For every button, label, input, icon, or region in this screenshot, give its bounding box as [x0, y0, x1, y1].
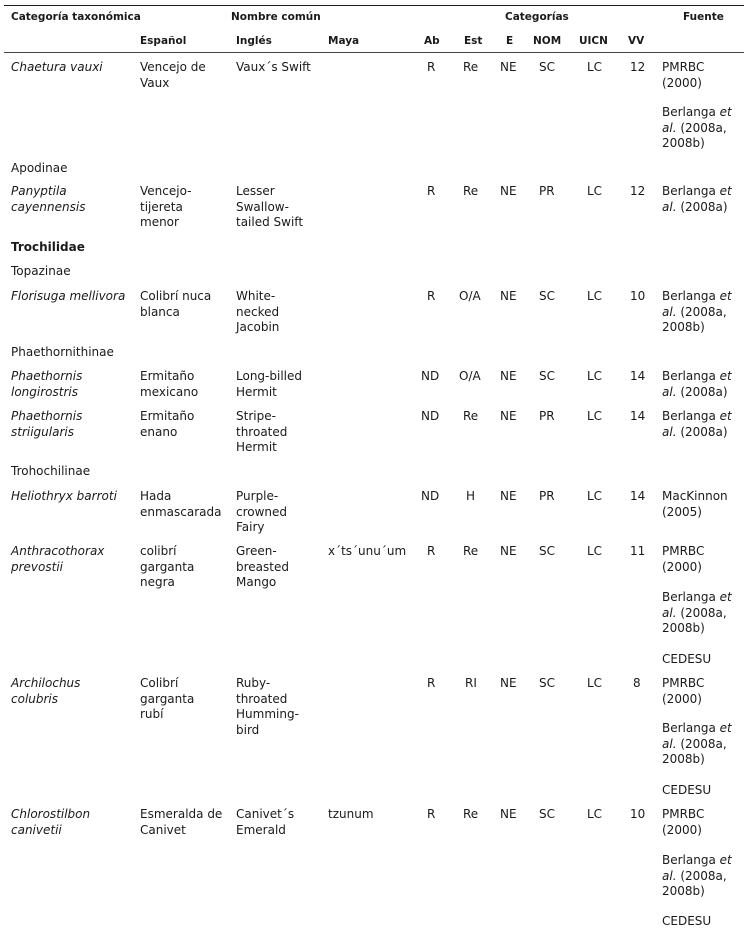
spanish-name: Hada enmascarada: [140, 489, 222, 519]
status: Re: [463, 60, 479, 74]
subfamily-label: Apodinae: [11, 161, 68, 175]
source: PMRBC (2000): [662, 676, 705, 706]
source: Berlanga et al. (2008a): [662, 184, 732, 214]
english-name: White-necked Jacobin: [236, 289, 280, 334]
uicn-category: LC: [587, 544, 603, 558]
maya-name: x´ts´unu´um: [328, 544, 407, 558]
abundance: R: [427, 676, 436, 690]
english-name: Green-breasted Mango: [236, 544, 289, 589]
nom-category: SC: [539, 807, 555, 821]
subfamily-label: Topazinae: [11, 264, 71, 278]
header-uicn: UICN: [579, 35, 608, 47]
vv-value: 14: [630, 489, 646, 503]
vv-value: 14: [630, 369, 646, 383]
source: MacKinnon (2005): [662, 489, 728, 519]
english-name: Stripe-throated Hermit: [236, 409, 288, 454]
status: Re: [463, 409, 479, 423]
source: PMRBC (2000): [662, 807, 705, 837]
nom-category: PR: [539, 184, 555, 198]
vv-value: 10: [630, 289, 646, 303]
uicn-category: LC: [587, 60, 603, 74]
header-vv: VV: [628, 35, 645, 47]
taxon-name: Anthracothorax prevostii: [11, 544, 105, 574]
endemic: NE: [500, 489, 517, 503]
nom-category: SC: [539, 369, 555, 383]
abundance: R: [427, 807, 436, 821]
maya-name: tzunum: [328, 807, 374, 821]
source: CEDESU: [662, 652, 712, 666]
vv-value: 12: [630, 60, 646, 74]
header-spanish: Español: [140, 35, 187, 47]
abundance: R: [427, 184, 436, 198]
spanish-name: Ermitaño enano: [140, 409, 195, 439]
source: CEDESU: [662, 783, 712, 797]
header-e: E: [506, 35, 514, 47]
uicn-category: LC: [587, 184, 603, 198]
source: PMRBC (2000): [662, 60, 705, 90]
subfamily-label: Phaethornithinae: [11, 345, 114, 359]
vv-value: 11: [630, 544, 646, 558]
endemic: NE: [500, 369, 517, 383]
nom-category: SC: [539, 289, 555, 303]
taxon-name: Heliothryx barroti: [11, 489, 117, 503]
taxon-name: Phaethornis striigularis: [11, 409, 83, 439]
abundance: R: [427, 289, 436, 303]
endemic: NE: [500, 544, 517, 558]
header-source: Fuente: [683, 11, 724, 23]
abundance: ND: [421, 489, 440, 503]
endemic: NE: [500, 60, 517, 74]
nom-category: PR: [539, 489, 555, 503]
nom-category: SC: [539, 544, 555, 558]
abundance: R: [427, 544, 436, 558]
source: Berlanga et al. (2008a, 2008b): [662, 721, 732, 766]
taxon-name: Phaethornis longirostris: [11, 369, 83, 399]
abundance: ND: [421, 409, 440, 423]
status: O/A: [459, 369, 481, 383]
header-categories: Categorías: [505, 11, 569, 23]
source: Berlanga et al. (2008a): [662, 369, 732, 399]
source: Berlanga et al. (2008a, 2008b): [662, 289, 732, 334]
source: Berlanga et al. (2008a, 2008b): [662, 590, 732, 635]
uicn-category: LC: [587, 489, 603, 503]
abundance: R: [427, 60, 436, 74]
english-name: Vaux´s Swift: [236, 60, 311, 74]
taxon-name: Chaetura vauxi: [11, 60, 103, 74]
status: RI: [465, 676, 477, 690]
english-name: Canivet´s Emerald: [236, 807, 295, 837]
subfamily-label: Trohochilinae: [11, 464, 91, 478]
header-taxon: Categoría taxonómica: [11, 11, 141, 23]
uicn-category: LC: [587, 369, 603, 383]
top-rule: [4, 5, 744, 6]
header-english: Inglés: [236, 35, 272, 47]
header-common-name: Nombre común: [231, 11, 321, 23]
uicn-category: LC: [587, 289, 603, 303]
spanish-name: colibrí garganta negra: [140, 544, 195, 589]
taxon-name: Panyptila cayennensis: [11, 184, 86, 214]
english-name: Ruby-throated Humming-bird: [236, 676, 299, 737]
english-name: Purple-crowned Fairy: [236, 489, 288, 534]
status: Re: [463, 807, 479, 821]
endemic: NE: [500, 807, 517, 821]
vv-value: 14: [630, 409, 646, 423]
header-nom: NOM: [533, 35, 562, 47]
taxon-name: Chlorostilbon canivetii: [11, 807, 91, 837]
nom-category: SC: [539, 676, 555, 690]
spanish-name: Colibrí garganta rubí: [140, 676, 195, 721]
status: Re: [463, 184, 479, 198]
taxon-name: Florisuga mellivora: [11, 289, 126, 303]
spanish-name: Ermitaño mexicano: [140, 369, 199, 399]
endemic: NE: [500, 676, 517, 690]
status: Re: [463, 544, 479, 558]
status: O/A: [459, 289, 481, 303]
taxon-name: Archilochus colubris: [11, 676, 81, 706]
abundance: ND: [421, 369, 440, 383]
english-name: Long-billed Hermit: [236, 369, 302, 399]
source: PMRBC (2000): [662, 544, 705, 574]
endemic: NE: [500, 409, 517, 423]
uicn-category: LC: [587, 409, 603, 423]
source: Berlanga et al. (2008a, 2008b): [662, 853, 732, 898]
vv-value: 10: [630, 807, 646, 821]
vv-value: 8: [633, 676, 641, 690]
uicn-category: LC: [587, 676, 603, 690]
header-rule: [4, 52, 744, 53]
source: CEDESU: [662, 914, 712, 928]
spanish-name: Esmeralda de Canivet: [140, 807, 223, 837]
nom-category: SC: [539, 60, 555, 74]
family-label: Trochilidae: [11, 240, 85, 254]
english-name: Lesser Swallow-tailed Swift: [236, 184, 304, 229]
endemic: NE: [500, 289, 517, 303]
header-maya: Maya: [328, 35, 360, 47]
vv-value: 12: [630, 184, 646, 198]
header-ab: Ab: [424, 35, 440, 47]
nom-category: PR: [539, 409, 555, 423]
header-est: Est: [464, 35, 483, 47]
endemic: NE: [500, 184, 517, 198]
spanish-name: Colibrí nuca blanca: [140, 289, 212, 319]
spanish-name: Vencejo de Vaux: [140, 60, 206, 90]
uicn-category: LC: [587, 807, 603, 821]
spanish-name: Vencejo-tijereta menor: [140, 184, 192, 229]
source: Berlanga et al. (2008a, 2008b): [662, 105, 732, 150]
source: Berlanga et al. (2008a): [662, 409, 732, 439]
status: H: [466, 489, 476, 503]
